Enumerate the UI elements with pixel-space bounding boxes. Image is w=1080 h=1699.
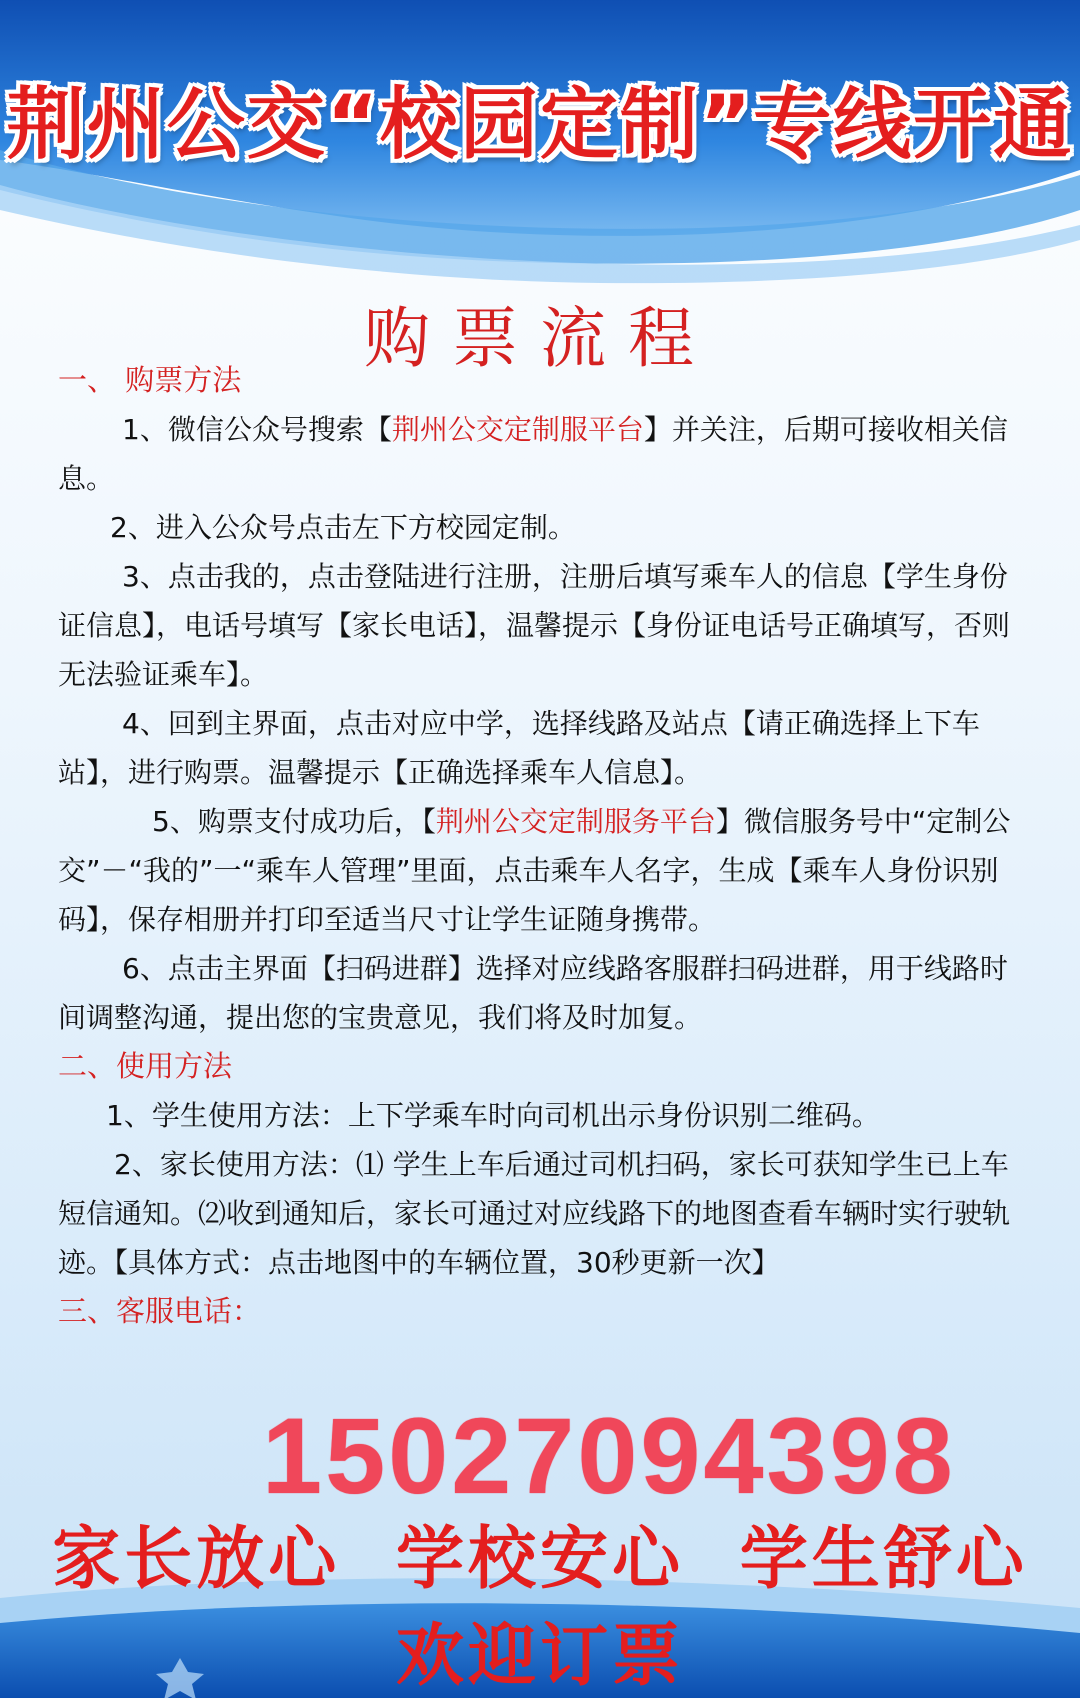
section-heading: 购票流程	[364, 300, 716, 377]
step-2: 2、进入公众号点击左下方校园定制。	[110, 511, 576, 544]
hotline-number: 15027094398	[262, 1395, 956, 1516]
step-1: 1、微信公众号搜索【荆州公交定制服平台】并关注，后期可接收相关信息。	[58, 413, 1008, 495]
section1-title: 一、 购票方法	[58, 363, 242, 397]
section3-title: 三、客服电话：	[58, 1294, 262, 1328]
step-5: 5、购票支付成功后，【荆州公交定制服务平台】微信服务号中“定制公交”－“我的”一“乘车人管理”里面，点击乘车人名字，生成【乘车人身份识别码】，保存相册并打印至适当尺寸让学生证随身携带。	[58, 805, 1011, 936]
usage-parent: 2、家长使用方法：⑴ 学生上车后通过司机扫码，家长可获知学生已上车短信通知。⑵收到通知后，家长可通过对应线路下的地图查看车辆时实行驶轨迹。【具体方式：点击地图中的车辆位置，30秒更新一次】	[58, 1148, 1011, 1279]
slogan-item: 家长放心	[52, 1520, 341, 1599]
slogan-item: 学生舒心	[739, 1520, 1028, 1599]
step-4: 4、回到主界面，点击对应中学，选择线路及站点【请正确选择上下车站】，进行购票。温馨提示【正确选择乘车人信息】。	[58, 707, 980, 789]
slogan-item: 学校安心	[395, 1520, 684, 1599]
step-3: 3、点击我的，点击登陆进行注册，注册后填写乘车人的信息【学生身份证信息】，电话号填写【家长电话】，温馨提示【身份证电话号正确填写，否则无法验证乘车】。	[58, 560, 1011, 691]
service-platform-name: 荆州公交定制服务平台	[435, 805, 716, 838]
slogan	[0, 1505, 1080, 1699]
step-6: 6、点击主界面【扫码进群】选择对应线路客服群扫码进群，用于线路时间调整沟通，提出您的宝贵意见，我们将及时加复。	[58, 952, 1008, 1034]
platform-name: 荆州公交定制服平台	[391, 413, 644, 446]
poster-title: 荆州公交“校园定制”专线开通	[6, 80, 1074, 170]
usage-student: 1、学生使用方法：上下学乘车时向司机出示身份识别二维码。	[106, 1099, 880, 1132]
slogan-item: 欢迎订票	[395, 1617, 684, 1696]
section2-title: 二、使用方法	[58, 1049, 233, 1083]
content	[58, 356, 1026, 1336]
